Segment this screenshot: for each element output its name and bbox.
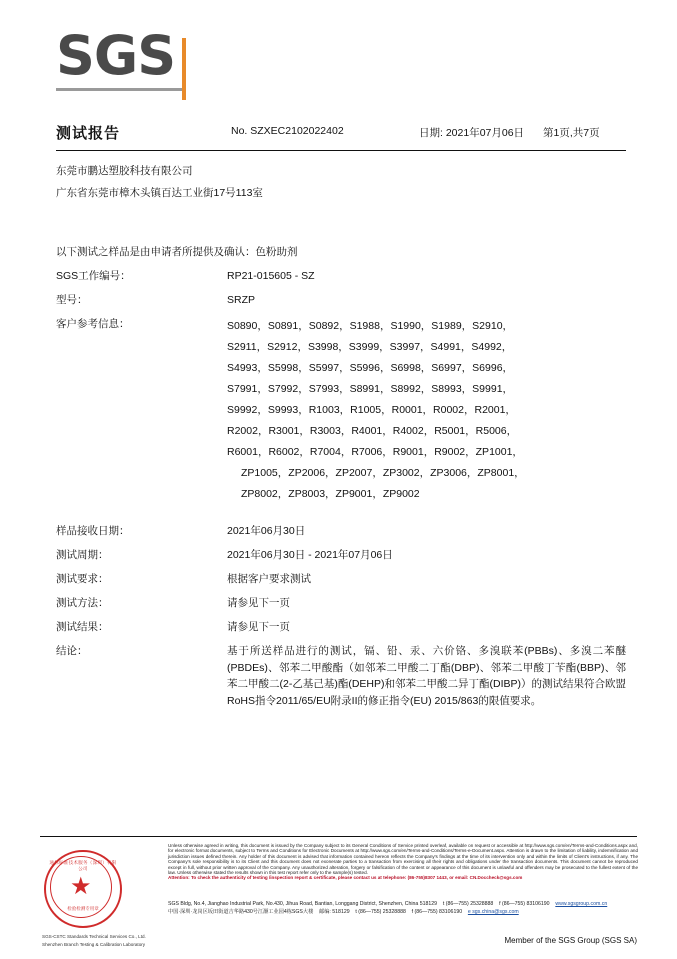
footer-attention: Attention: To check the authenticity of testing /inspection report & certificate, please contact us at telephone: (86-755)8307 1443, or email: CN.Doccheck@sgs.com [168, 875, 523, 881]
footer-address-block [168, 900, 638, 917]
stamp-bottom-text: 检验检测专用章 [67, 906, 99, 911]
field-row [56, 595, 626, 611]
email-link[interactable]: e sgs.china@sgs.com [467, 909, 519, 916]
conclusion-label: 结论： [56, 645, 88, 657]
logo-underline [56, 88, 186, 91]
field-row [56, 523, 626, 539]
field-label: 测试结果： [56, 621, 109, 633]
title-row [56, 122, 626, 148]
list-item: S7991，S7992，S7993，S8991，S8992，S8993，S9991， [227, 383, 514, 395]
field-value: 请参见下一页 [227, 621, 290, 633]
field-value: 2021年06月30日 - 2021年07月06日 [227, 549, 393, 561]
field-row [56, 619, 626, 635]
list-item: R2002，R3001，R3003，R4001，R4002，R5001，R5006， [227, 425, 518, 437]
field-value: 请参见下一页 [227, 597, 290, 609]
stamp-caption-en: SGS-CSTC Standards Technical Services Co., Ltd. [42, 934, 146, 939]
field-row [56, 547, 626, 563]
field-label: SGS工作编号： [56, 270, 131, 282]
website-link[interactable]: www.sgsgroup.com.cn [555, 901, 608, 907]
address-en: SGS Bldg, No.4, Jianghao Industrial Park, No.430, Jihua Road, Bantian, Longgang District, Shenzhen, China 518129 [168, 901, 438, 907]
address-line-cn [168, 908, 638, 916]
field-value: 根据客户要求测试 [227, 573, 311, 585]
disclaimer-text: Unless otherwise agreed in writing, this document is issued by the Company subject to its General Conditions of Service printed overleaf, available on request or accessible at http://www.sgs.com/en/Terms-and-Conditions.aspx and, for electronic format documents, subject to Terms and Conditions for Electronic Documents at http://www.sgs.com/en/Terms-and-Conditions/Terms-e-Document.aspx. Attention is drawn to the limitation of liability, indemnification and jurisdiction issues defined therein. Any holder of this document is advised that information contained hereon reflects the Company's findings at the time of its intervention only and within the limits of Client's instructions, if any. The Company's sole responsibility is to its Client and this document does not exonerate parties to a transaction from exercising all their rights and obligations under the transaction documents. This document cannot be reproduced except in full, without prior written approval of the Company. Any unauthorized alteration, forgery or falsification of the content or appearance of this document is unlawful and offenders may be prosecuted to the fullest extent of the law. Unless otherwise stated the results shown in this test report refer only to the sample(s) tested. [168, 843, 638, 876]
list-item: S4993，S5998，S5997，S5996，S6998，S6997，S6996， [227, 362, 514, 374]
fax-cn: f (86—755) 83106190 [411, 909, 463, 916]
conclusion-text: 基于所送样品进行的测试，镉、铅、汞、六价铬、多溴联苯(PBBs)、多溴二苯醚(PBDEs)、邻苯二甲酸酯（如邻苯二甲酸二丁酯(DBP)、邻苯二甲酸丁苄酯(BBP)、邻苯二甲酸二(2-乙基己基)酯(DEHP)和邻苯二甲酸二异丁酯(DIBP)）的测试结果符合欧盟RoHS指令2011/65/EU附录II的修正指令(EU) 2015/863的限值要求。 [227, 645, 626, 707]
list-item: S2911，S2912，S3998，S3999，S3997，S4991，S4992， [227, 341, 513, 353]
field-value: SRZP [227, 294, 256, 306]
field-row [56, 292, 626, 308]
address-cn: 中国·深圳·龙岗区坂田街道吉华路430号江灏工业园4栋SGS大楼 [168, 909, 314, 916]
sgs-logo [56, 24, 216, 100]
list-item: S0890，S0891，S0892，S1988，S1990，S1989，S2910， [227, 320, 514, 332]
company-name: 东莞市鹏达塑胶科技有限公司 [56, 165, 193, 177]
company-block [56, 160, 626, 204]
field-label: 样品接收日期： [56, 525, 130, 537]
list-item: ZP1005，ZP2006，ZP2007，ZP3002，ZP3006，ZP8001， [241, 467, 525, 479]
report-number: No. SZXEC2102022402 [231, 125, 344, 137]
list-item: R6001，R6002，R7004，R7006，R9001，R9002，ZP1001， [227, 446, 523, 458]
report-date: 日期: 2021年07月06日 [419, 127, 525, 139]
field-value: 2021年06月30日 [227, 525, 306, 537]
fax-en: f (86—755) 83106190 [499, 901, 550, 907]
field-label: 客户参考信息： [56, 318, 130, 330]
footer-divider [40, 836, 637, 837]
logo-orange-bar [182, 38, 186, 100]
page-title: 测试报告 [56, 125, 121, 142]
member-line: Member of the SGS Group (SGS SA) [504, 936, 637, 945]
star-icon: ★ [70, 873, 92, 900]
field-label: 型号： [56, 294, 88, 306]
field-value: RP21-015605 - SZ [227, 270, 315, 282]
stamp-top-text: 通标标准技术服务（深圳）有限公司 [49, 860, 117, 871]
list-item: ZP8002，ZP8003，ZP9001，ZP9002 [241, 488, 420, 500]
sgs-logo-text: SGS [56, 24, 176, 87]
stamp-caption-cn: Shenzhen Branch Testing & Calibration Laboratory [42, 942, 146, 947]
field-row [56, 571, 626, 587]
address-line-en [168, 900, 638, 908]
header-divider [56, 150, 626, 151]
phone-en: t (86—755) 25328888 [442, 901, 494, 907]
field-label: 测试周期： [56, 549, 109, 561]
field-table [56, 268, 626, 717]
sample-intro: 以下测试之样品是由申请者所提供及确认：色粉助剂 [56, 246, 298, 258]
list-item: S9992，S9993，R1003，R1005，R0001，R0002，R2001， [227, 404, 516, 416]
field-label: 测试方法： [56, 597, 109, 609]
company-stamp [42, 848, 150, 947]
company-address: 广东省东莞市樟木头镇百达工业街17号113室 [56, 187, 263, 199]
client-reference-row [56, 316, 626, 505]
field-row [56, 268, 626, 284]
field-label: 测试要求： [56, 573, 109, 585]
page-indicator: 第1页,共7页 [543, 127, 600, 139]
zip-cn: 邮编: 518129 [319, 909, 350, 916]
client-reference-list [227, 316, 626, 505]
conclusion-row [56, 643, 626, 709]
footer-disclaimer [168, 843, 638, 881]
phone-cn: t (86—755) 25328888 [355, 909, 406, 916]
